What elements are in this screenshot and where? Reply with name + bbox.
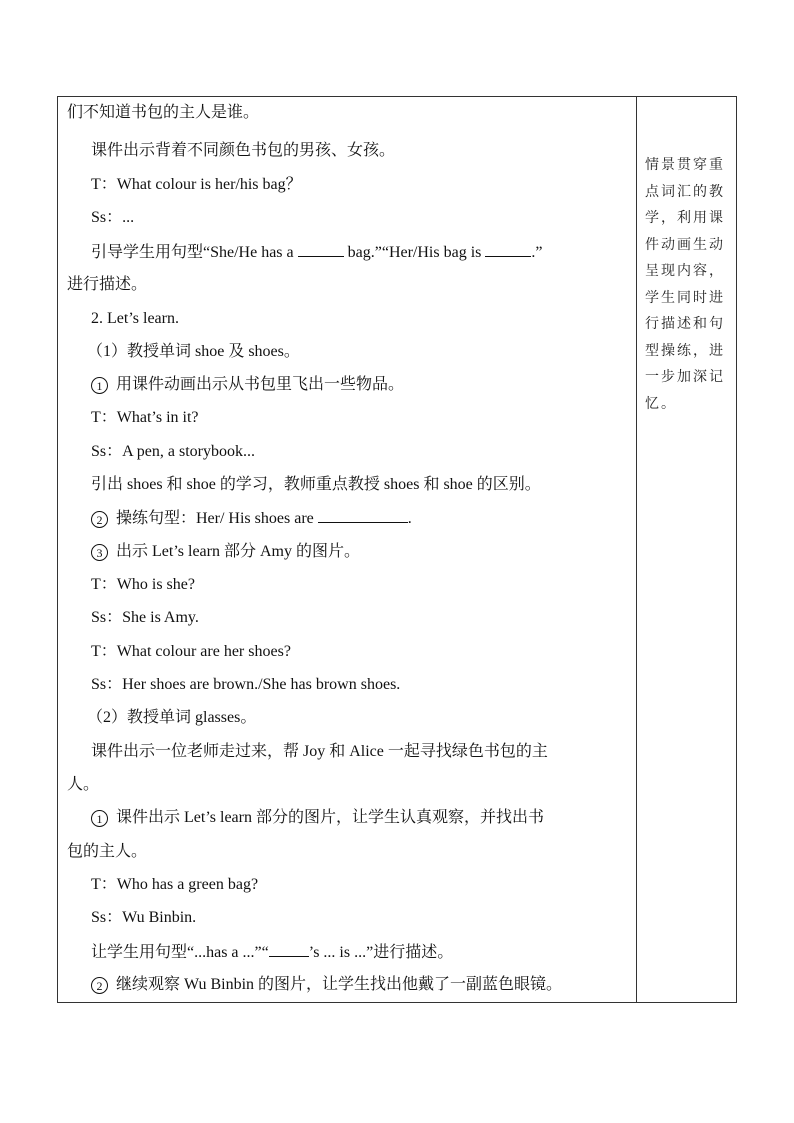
design-intent-cell — [637, 97, 737, 1002]
text-line: 引出 shoes 和 shoe 的学习，教师重点教授 shoes 和 shoe 的区别。 — [91, 476, 541, 493]
text-line: 人。 — [67, 776, 100, 793]
procedure-cell — [58, 97, 636, 1002]
text-line: Ss：She is Amy. — [91, 609, 199, 626]
text-line — [91, 975, 562, 995]
fill-blank — [298, 242, 344, 257]
text-line: T：What’s in it? — [91, 409, 199, 426]
circled-number: 2 — [91, 511, 108, 528]
text-segment: 引导学生用句型“She/He has a — [91, 244, 298, 261]
text-line: T：What colour is her/his bag？ — [91, 176, 302, 193]
text-line — [91, 508, 412, 529]
text-line: （1）教授单词 shoe 及 shoes。 — [87, 343, 300, 360]
circled-number: 2 — [91, 977, 108, 994]
text-line: （2）教授单词 glasses。 — [87, 709, 257, 726]
text-segment: .” — [531, 244, 543, 261]
text-line: Ss：A pen, a storybook... — [91, 443, 256, 460]
text-line — [91, 808, 544, 828]
text-segment: 继续观察 Wu Binbin 的图片，让学生找出他戴了一副蓝色眼镜。 — [116, 976, 563, 993]
text-segment: 操练句型：Her/ His shoes are — [116, 510, 318, 527]
text-segment: ’s ... is ...”进行描述。 — [308, 944, 454, 961]
text-line: 课件出示背着不同颜色书包的男孩、女孩。 — [91, 142, 396, 159]
side-note: 情景贯穿重点词汇的教学，利用课件动画生动呈现内容，学生同时进行描述和句型操练，进一步加深记忆。 — [645, 158, 725, 412]
fill-blank — [485, 242, 531, 257]
text-line: Ss：Her shoes are brown./She has brown shoes. — [91, 676, 401, 693]
text-line: Ss：Wu Binbin. — [91, 909, 197, 926]
text-segment: 课件出示 Let’s learn 部分的图片，让学生认真观察，并找出书 — [116, 809, 544, 826]
text-line — [91, 542, 360, 562]
text-line: 课件出示一位老师走过来，帮 Joy 和 Alice 一起寻找绿色书包的主 — [91, 743, 548, 760]
text-line: 包的主人。 — [67, 843, 148, 860]
text-segment: 出示 Let’s learn 部分 Amy 的图片。 — [116, 543, 360, 560]
lesson-table — [57, 96, 737, 1003]
text-line — [91, 942, 453, 963]
text-line — [91, 242, 542, 263]
text-line: T：What colour are her shoes? — [91, 643, 291, 660]
text-segment: 让学生用句型“...has a ...”“ — [91, 944, 269, 961]
text-line: T：Who is she? — [91, 576, 195, 593]
circled-number: 3 — [91, 544, 108, 561]
text-line: 们不知道书包的主人是谁。 — [67, 104, 260, 121]
text-line: Ss：... — [91, 209, 135, 226]
text-segment: bag.”“Her/His bag is — [343, 244, 486, 261]
text-line: T：Who has a green bag? — [91, 876, 259, 893]
circled-number: 1 — [91, 810, 108, 827]
fill-blank — [318, 508, 408, 523]
text-line: 2. Let’s learn. — [91, 310, 179, 327]
circled-number: 1 — [91, 377, 108, 394]
fill-blank — [269, 942, 309, 957]
text-line: 进行描述。 — [67, 276, 148, 293]
text-line — [91, 375, 404, 395]
text-segment: 用课件动画出示从书包里飞出一些物品。 — [116, 376, 405, 393]
text-segment: . — [407, 510, 412, 527]
